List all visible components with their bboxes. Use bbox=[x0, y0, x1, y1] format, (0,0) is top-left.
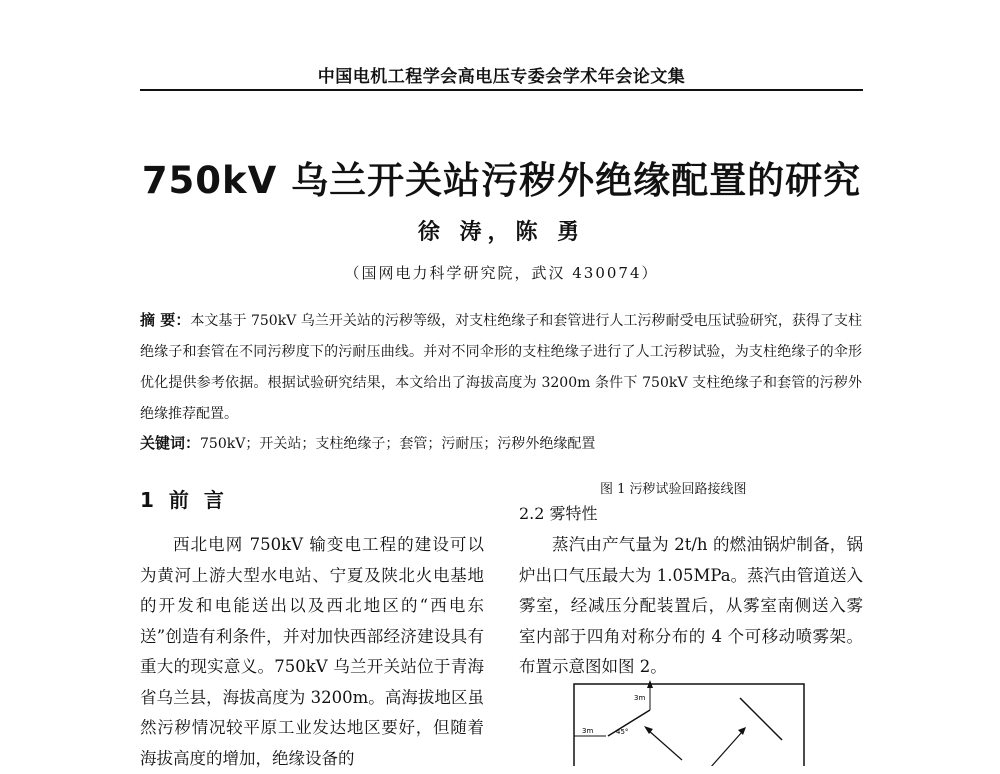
abstract-text: 本文基于 750kV 乌兰开关站的污秽等级，对支柱绝缘子和套管进行人工污秽耐受电压试验研究，获得了支柱绝缘子和套管在不同污秽度下的污耐压曲线。并对不同伞形的支柱绝缘子进行了人工污秽试验，为支柱绝缘子的伞形优化提供参考依据。根据试验研究结果，本文给出了海拔高度为 3200m 条件下 750kV 支柱绝缘子和套管的污秽外绝缘推荐配置。 bbox=[140, 313, 862, 422]
section2-2-heading: 2.2 雾特性 bbox=[519, 504, 598, 523]
abstract-label: 摘 要： bbox=[140, 311, 191, 329]
spray-rack-ne bbox=[740, 698, 782, 740]
paper-title: 750kV 乌兰开关站污秽外绝缘配置的研究 bbox=[141, 159, 862, 202]
keywords-label: 关键词： bbox=[140, 434, 201, 452]
spray-arrow-center bbox=[648, 730, 682, 760]
dim-label-left: 3m bbox=[582, 727, 594, 735]
running-header: 中国电机工程学会高电压专委会学术年会论文集 bbox=[317, 67, 686, 87]
header-rule bbox=[140, 89, 863, 91]
paper-authors: 徐 涛，陈 勇 bbox=[417, 219, 586, 245]
fog-chamber-outline bbox=[574, 684, 804, 766]
section1-body: 西北电网 750kV 输变电工程的建设可以为黄河上游大型水电站、宁夏及陕北火电基地的开发和电能送出以及西北地区的“西电东送”创造有利条件，并对加快西部经济建设具有重大的现实意义。750kV 乌兰开关站位于青海省乌兰县，海拔高度为 3200m。高海拔地区虽然污秽情况较平原工业发达地区要好，但随着海拔高度的增加，绝缘设备的 bbox=[140, 535, 484, 768]
abstract bbox=[140, 305, 862, 430]
angle-label: 45° bbox=[616, 728, 629, 736]
section2-2-body: 蒸汽由产气量为 2t/h 的燃油锅炉制备，锅炉出口气压最大为 1.05MPa。蒸汽由管道送入雾室，经减压分配装置后，从雾室南侧送入雾室内部于四角对称分布的 4 个可移动喷雾架。布置示意图如图 2。 bbox=[519, 535, 863, 676]
figure2-diagram bbox=[570, 676, 810, 766]
figure1-caption: 图 1 污秽试验回路接线图 bbox=[600, 482, 747, 497]
spray-rack-nw bbox=[608, 710, 650, 736]
keywords-text: 750kV；开关站；支柱绝缘子；套管；污耐压；污秽外绝缘配置 bbox=[200, 436, 596, 452]
spray-arrow-right bbox=[710, 732, 742, 766]
spray-arrowhead-right bbox=[738, 727, 746, 735]
section1-heading: 1 前 言 bbox=[140, 488, 228, 512]
paper-affiliation: （国网电力科学研究院，武汉 430074） bbox=[344, 264, 659, 282]
keywords bbox=[140, 428, 862, 460]
dim-label-top: 3m bbox=[634, 694, 646, 702]
